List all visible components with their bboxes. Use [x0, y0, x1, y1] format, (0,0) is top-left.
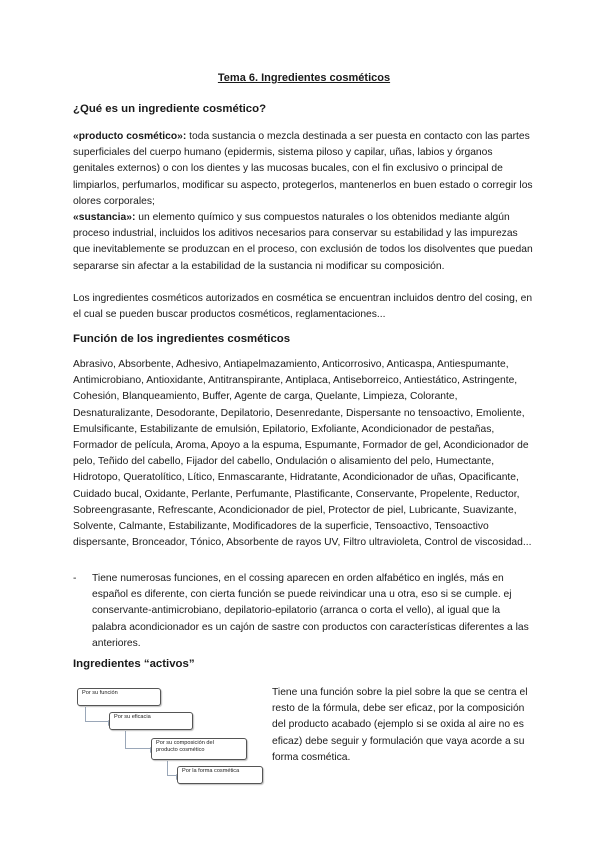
activos-flow-diagram — [73, 688, 273, 798]
definition-producto — [73, 129, 535, 275]
flow-box-label: Por su composición del — [156, 740, 214, 746]
flow-arrow — [125, 731, 150, 749]
flow-box-label: Por su función — [82, 690, 118, 696]
bullet-text: Tiene numerosas funciones, en el cossing aparecen en orden alfabético en inglés, más en español es diferente, con cierta función se puede reivindicar una u otra, eso si se cumple. ej conservante-antimicrobiano, depilatorio-epilatorio (arranca o corta el vello), al igual que la palabra acondicionador es un cajón de sastre con productos con características diferentes a las anteriores. — [92, 573, 529, 649]
flow-box-label: Por la forma cosmética — [182, 768, 240, 774]
definition-term: «sustancia»: — [73, 212, 136, 224]
activos-description: Tiene una función sobre la piel sobre la que se centra el resto de la fórmula, debe ser eficaz, por la composición del producto acabado (ejemplo si se oxida al aire no es eficaz) debe seguir y formulación que vaya acorde a su forma cosmética. — [272, 687, 528, 763]
flow-box-composicion — [151, 738, 247, 760]
flow-arrow — [85, 707, 108, 722]
heading-que-es: ¿Qué es un ingrediente cosmético? — [73, 103, 267, 115]
flow-arrow — [167, 761, 176, 776]
bullet-dash: - — [73, 573, 77, 584]
flow-box-label: Por su eficacia — [114, 714, 151, 720]
flow-box-eficacia — [109, 712, 193, 730]
definition-text: un elemento químico y sus compuestos naturales o los obtenidos mediante algún proceso industrial, incluidos los aditivos necesarios para conservar su estabilidad y las impurezas que inevitablemente se produzcan en el proceso, con exclusión de todos los disolventes que puedan separarse sin afectar a la estabilidad de la sustancia ni modificar su composición. — [73, 212, 533, 272]
heading-activos: Ingredientes “activos” — [73, 658, 195, 670]
heading-funcion: Función de los ingredientes cosméticos — [73, 333, 291, 345]
paragraph-cosing: Los ingredientes cosméticos autorizados en cosmética se encuentran incluidos dentro del cosing, en el cual se pueden buscar productos cosméticos, reglamentaciones... — [73, 293, 533, 321]
definition-text: toda sustancia o mezcla destinada a ser puesta en contacto con las partes superficiales del cuerpo humano (epidermis, sistema piloso y capilar, uñas, labios y órganos genitales externos) o con los dientes y las mucosas bucales, con el fin exclusivo o principal de limpiarlos, perfumarlos, modificar su aspecto, protegerlos, mantenerlos en buen estado o corregir los olores corporales; — [73, 131, 533, 207]
flow-box-funcion — [77, 688, 161, 706]
flow-box-label: producto cosmético — [156, 747, 205, 753]
bullet-item — [73, 571, 535, 652]
flow-box-forma — [177, 766, 263, 784]
page-title: Tema 6. Ingredientes cosméticos — [217, 72, 391, 84]
definition-term: «producto cosmético»: — [73, 131, 187, 142]
functions-list: Abrasivo, Absorbente, Adhesivo, Antiapelmazamiento, Anticorrosivo, Anticaspa, Antiespumante, Antimicrobiano, Antioxidante, Antitranspirante, Antiplaca, Antiseborreico, Antiestático, Astringente, Cohesión, Blanqueamiento, Buffer, Agente de carga, Quelante, Limpieza, Colorante, Desnaturalizante, Desodorante, Depilatorio, Desenredante, Dispersante no tensoactivo, Emoliente, Emulsificante, Estabilizante de emulsión, Epilatorio, Exfoliante, Acondicionador de pestañas, Formador de película, Aroma, Apoyo a la espuma, Espumante, Formador de gel, Acondicionador de pelo, Teñido del cabello, Fijador del cabello, Ondulación o alisamiento del pelo, Humectante, Hidrotopo, Queratolítico, Lítico, Enmascarante, Hidratante, Acondicionador de uñas, Opacificante, Cuidado bucal, Oxidante, Perlante, Perfumante, Plastificante, Conservante, Propelente, Reductor, Sobreengrasante, Refrescante, Acondicionador de piel, Protector de piel, Lubricante, Suavizante, Solvente, Calmante, Estabilizante, Modificadores de la superficie, Tensoactivo, Tensoactivo dispersante, Bronceador, Tónico, Absorbente de rayos UV, Filtro ultravioleta, Control de viscosidad... — [73, 359, 532, 549]
